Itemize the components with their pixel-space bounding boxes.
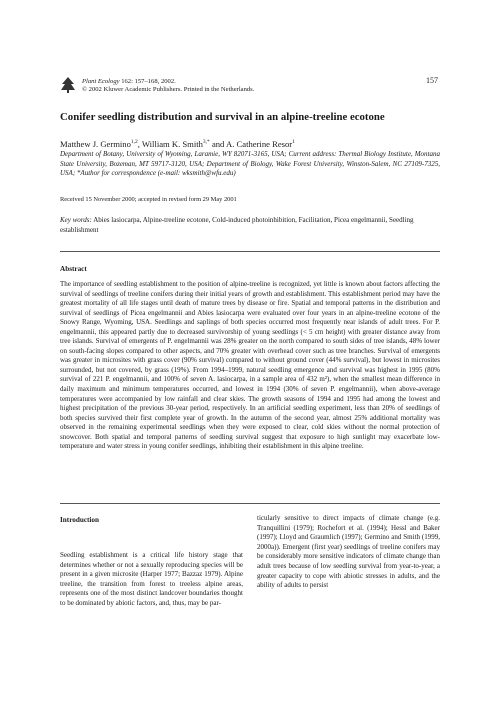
volume-pages: 162: 157–168, 2002. <box>119 78 176 85</box>
author-2-affil: 3,* <box>202 139 210 145</box>
keywords-label: Key words: <box>60 216 92 224</box>
journal-header <box>60 74 440 102</box>
introduction-heading: Introduction <box>60 516 100 524</box>
keywords-text: Abies lasiocarpa, Alpine-treeline ecotone, Cold-induced photoinhibition, Facilitation, Picea engelmannii, Seedling establishment <box>60 216 414 234</box>
author-3-affil: 1 <box>292 139 295 145</box>
publisher-logo-icon <box>60 76 76 94</box>
article-title: Conifer seedling distribution and survival in an alpine-treeline ecotone <box>60 111 385 123</box>
author-1: Matthew J. Germino <box>60 138 131 149</box>
abstract-text: The importance of seedling establishment to the position of alpine-treeline is recognized, yet little is known about factors affecting the survival of seedlings of treeline conifers during their initial years of growth and establishment. This establishment period may have the greatest mortality of all life stages until death of mature trees by disease or fire. Spatial and temporal patterns in the distribution and survival of seedlings of Picea engelmannii and Abies lasiocarpa were evaluated over four years in an alpine-treeline ecotone of the Snowy Range, Wyoming, USA. Seedlings and saplings of both species occurred most frequently near islands of adult trees. For P. engelmannii, this appeared partly due to decreased survivorship of young seedlings (< 5 cm height) with greater distance away from tree islands. Survival of emergents of P. engelmannii was 28% greater on the north compared to south sides of tree islands, 48% lower on south-facing slopes compared to other aspects, and 70% greater with overhead cover such as tree branches. Survival of emergents was greater in microsites with grass cover (90% survival) compared to without ground cover (44% survival), but lowest in microsites surrounded, but not covered, by grass (19%). From 1994–1999, natural seedling emergence and survival was highest in 1995 (80% survival of 221 P. engelmannii, and 100% of seven A. lasiocarpa, in a sample area of 432 m²), when the smallest mean difference in daily maximum and minimum temperatures occurred, and lowest in 1994 (30% of seven P. engelmannii), when above-average temperatures were accompanied by low rainfall and clear skies. The growth seasons of 1994 and 1995 had among the lowest and highest precipitation of the previous 30-year period, respectively. In an artificial seedling experiment, less than 20% of seedlings of both species survived their first complete year of growth. In the autumn of the second year, almost 25% additional mortality was observed in the remaining experimental seedlings when they were exposed to clear, cold skies without the normal protection of snowcover. Both spatial and temporal patterns of seedling survival suggest that exposure to high sunlight may exacerbate low-temperature and water stress in young conifer seedlings, inhibiting their establishment in this alpine treeline. <box>60 280 440 451</box>
abstract-heading: Abstract <box>60 265 87 273</box>
intro-right-column: ticularly sensitive to direct impacts of climate change (e.g. Tranquillini (1979); Rochefort et al. (1994); Hessl and Baker (1997); Lloyd and Graumlich (1997); Germino and Smith (1999, 2000a)). Emergent (first year) seedlings of treeline conifers may be considerably more sensitive indicators of climate change than adult trees because of low seedling survival from year-to-year, a greater capacity to cope with abiotic stresses in adults, and the ability of adults to persist <box>257 514 440 590</box>
page-number: 157 <box>426 76 438 85</box>
journal-citation <box>82 78 176 86</box>
journal-name: Plant Ecology <box>82 78 120 85</box>
copyright-notice: © 2002 Kluwer Academic Publishers. Printed in the Netherlands. <box>82 86 255 93</box>
author-2: , William K. Smith <box>137 138 203 149</box>
received-dates: Received 15 November 2000; accepted in revised form 29 May 2001 <box>60 196 237 203</box>
intro-left-column: Seedling establishment is a critical life history stage that determines whether or not a sexually reproducing species will be present in a given microsite (Harper 1977; Bazzaz 1979). Alpine treeline, the transition from forest to treeless alpine areas, represents one of the most distinct landcover boundaries thought to be dominated by abiotic factors, and, thus, may be par- <box>60 551 243 607</box>
divider-bottom <box>60 503 440 504</box>
author-3: and A. Catherine Resor <box>209 138 293 149</box>
author-list <box>60 137 440 150</box>
divider-top <box>60 251 440 252</box>
keywords <box>60 216 440 235</box>
affiliations: Department of Botany, University of Wyoming, Laramie, WY 82071-3165, USA; Current address: Thermal Biology Institute, Montana State University, Bozeman, MT 59717-3120, USA; Department of Biology, Wake Forest University, Winston-Salem, NC 27109-7325, USA; *Author for correspondence (e-mail: wksmith@wfu.edu) <box>60 150 440 177</box>
author-1-affil: 1,2 <box>130 139 138 145</box>
